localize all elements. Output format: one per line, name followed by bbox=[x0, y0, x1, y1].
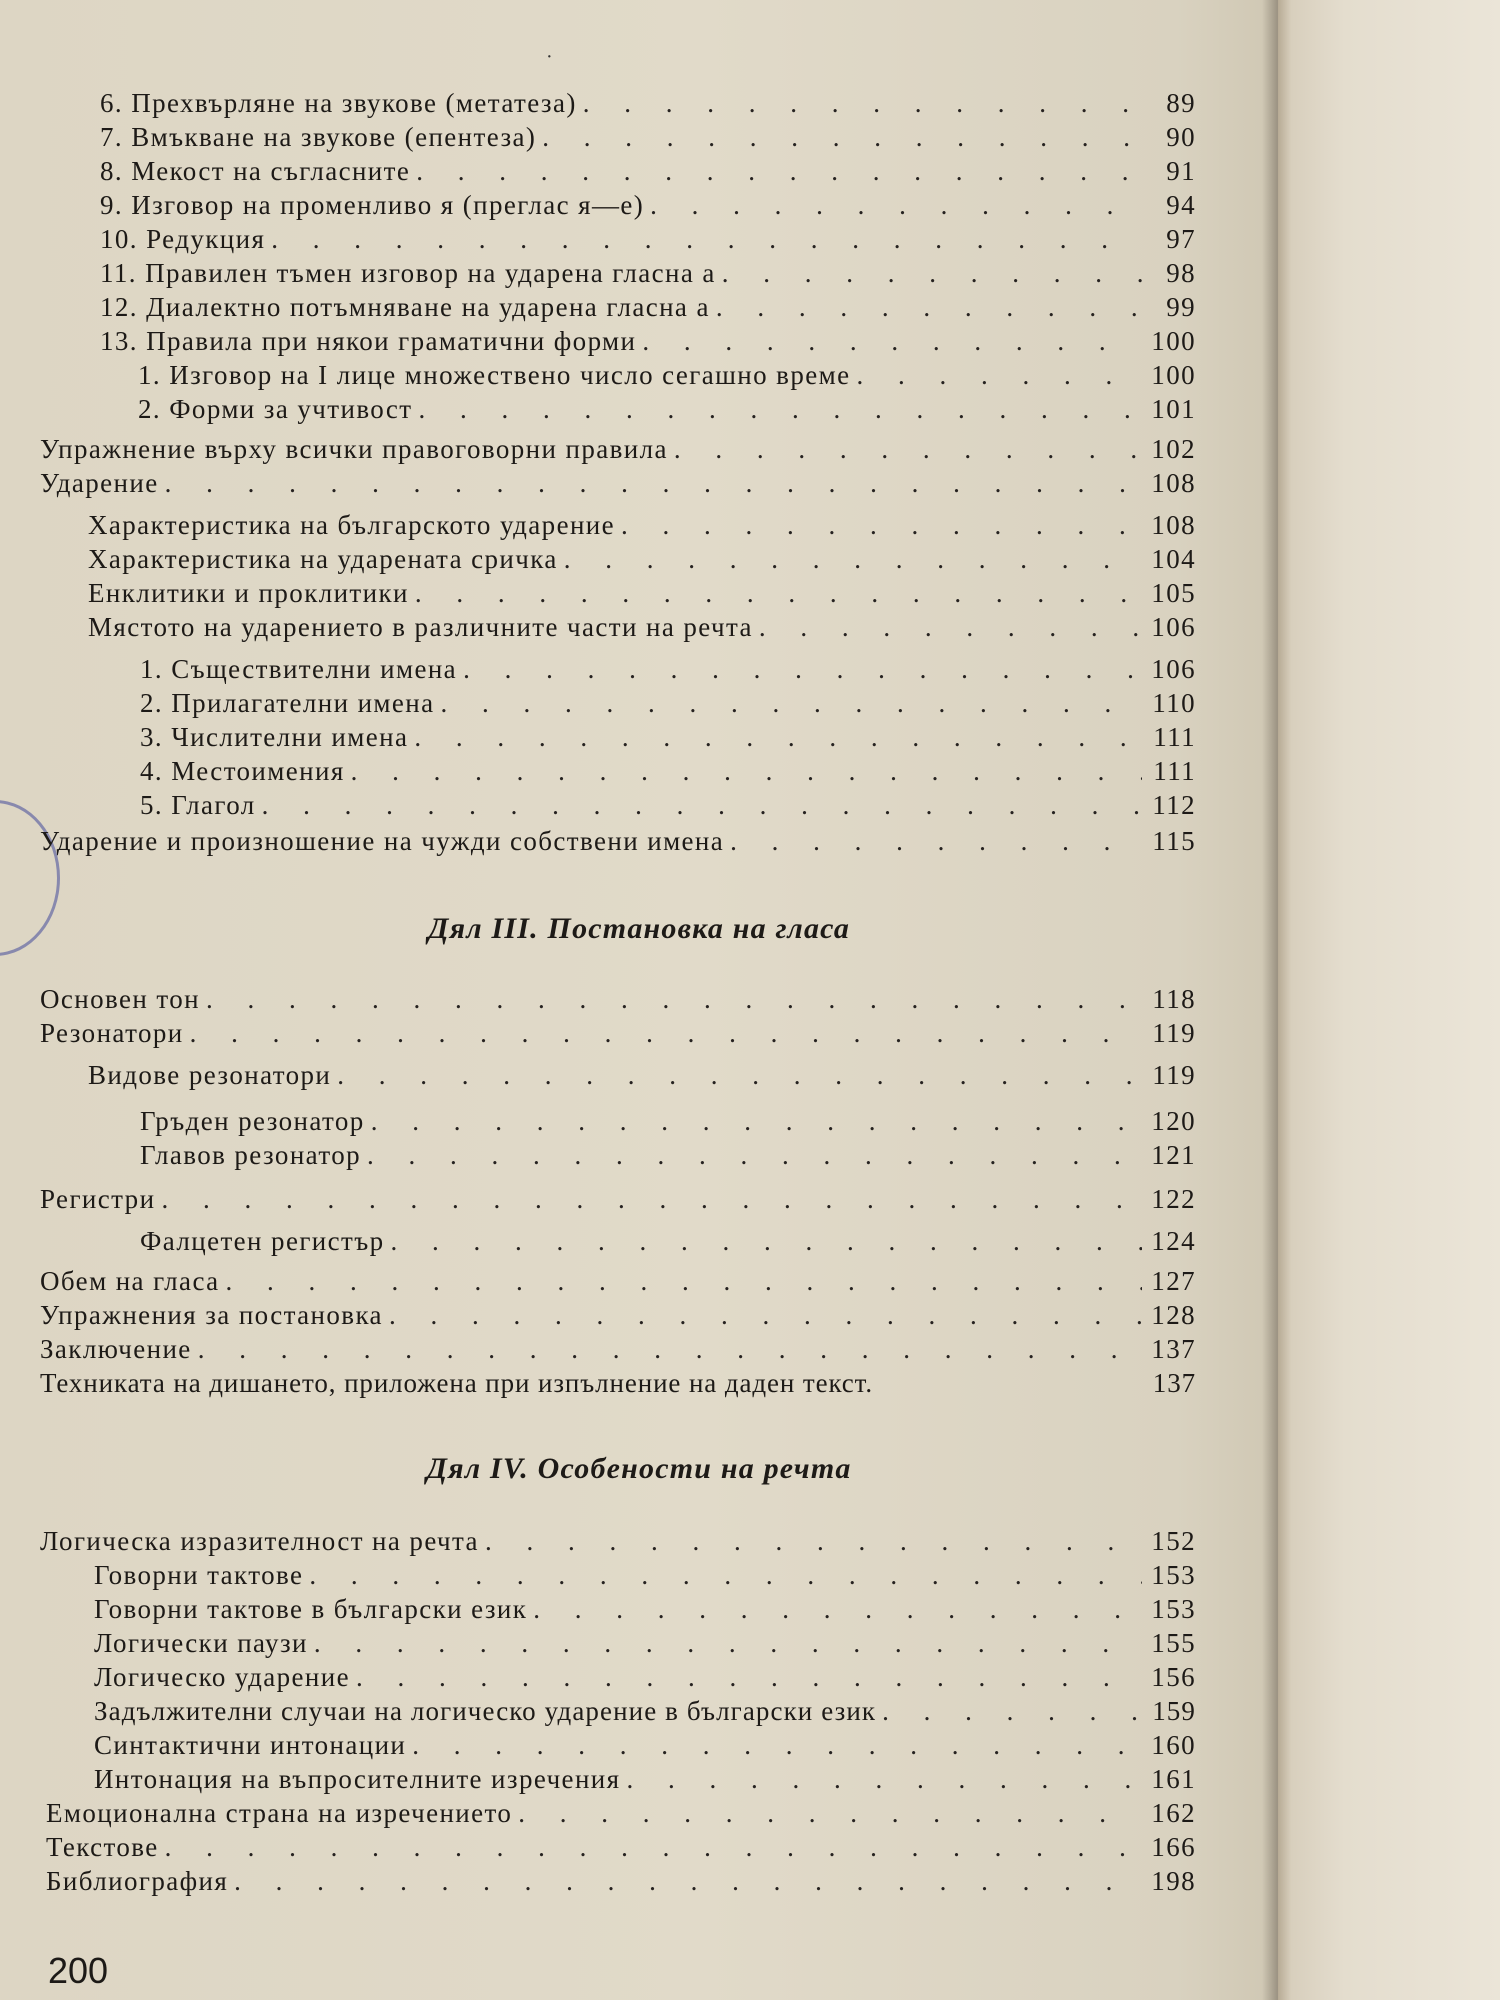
toc-entry-page: 111 bbox=[1153, 756, 1196, 786]
toc-entry-page: 122 bbox=[1151, 1184, 1196, 1214]
toc-entry-title: Характеристика на ударената сричка bbox=[88, 544, 558, 574]
section-heading: Дял III. Постановка на гласа bbox=[427, 912, 851, 945]
leader-dots bbox=[309, 1558, 1142, 1592]
toc-entry-title: Основен тон bbox=[40, 984, 200, 1014]
toc-entry-page: 166 bbox=[1151, 1832, 1196, 1862]
toc-entry-page: 99 bbox=[1166, 292, 1196, 322]
leader-dots bbox=[314, 1626, 1142, 1660]
leader-dots bbox=[391, 1224, 1143, 1258]
toc-entry-page: 110 bbox=[1152, 688, 1196, 718]
toc-entry-title: Текстове bbox=[46, 1832, 159, 1862]
leader-dots bbox=[351, 754, 1142, 788]
toc-entry-title: Мястото на ударението в различните части на речта bbox=[88, 612, 753, 642]
toc-subentry bbox=[88, 1058, 1196, 1092]
toc-entry-title: 9. Изговор на променливо я (преглас я—е) bbox=[100, 190, 645, 220]
leader-dots bbox=[518, 1796, 1142, 1830]
toc-entry-title: 4. Местоимения bbox=[140, 756, 345, 786]
toc-entry bbox=[40, 982, 1196, 1016]
leader-dots bbox=[356, 1660, 1142, 1694]
toc-entry-title: 5. Глагол bbox=[140, 790, 256, 820]
toc-entry bbox=[40, 1366, 1196, 1400]
toc-entry-page: 152 bbox=[1151, 1526, 1196, 1556]
leader-dots bbox=[650, 188, 1142, 222]
toc-entry-page: 97 bbox=[1166, 224, 1196, 254]
leader-dots bbox=[533, 1592, 1142, 1626]
leader-dots bbox=[416, 154, 1142, 188]
toc-subentry bbox=[140, 686, 1196, 720]
toc-entry-title: Фалцетен регистър bbox=[140, 1226, 385, 1256]
toc-entry-page: 160 bbox=[1151, 1730, 1196, 1760]
leader-dots bbox=[337, 1058, 1142, 1092]
leader-dots bbox=[415, 576, 1142, 610]
toc-entry-page: 90 bbox=[1166, 122, 1196, 152]
toc-entry-page: 137 bbox=[1151, 1334, 1196, 1364]
leader-dots bbox=[414, 720, 1142, 754]
toc-entry-page: 121 bbox=[1151, 1140, 1196, 1170]
toc-entry-title: Енклитики и проклитики bbox=[88, 578, 409, 608]
toc-entry-title: Логическа изразителност на речта bbox=[40, 1526, 479, 1556]
toc-entry-page: 198 bbox=[1151, 1866, 1196, 1896]
toc-entry-title: 12. Диалектно потъмняване на ударена гласна а bbox=[100, 292, 710, 322]
toc-entry bbox=[100, 256, 1196, 290]
toc-entry-title: 13. Правила при някои граматични форми bbox=[100, 326, 637, 356]
toc-entry-title: Видове резонатори bbox=[88, 1060, 332, 1090]
toc-entry-page: 119 bbox=[1152, 1018, 1196, 1048]
toc-entry-page: 105 bbox=[1151, 578, 1196, 608]
toc-entry bbox=[46, 1864, 1196, 1898]
toc-entry bbox=[40, 1182, 1196, 1216]
leader-dots bbox=[206, 982, 1142, 1016]
leader-dots bbox=[190, 1016, 1142, 1050]
toc-entry-title: Ударение и произношение на чужди собствени имена bbox=[40, 826, 725, 856]
leader-dots bbox=[262, 788, 1142, 822]
toc-subentry bbox=[88, 610, 1196, 644]
toc-entry-title: Ударение bbox=[40, 468, 159, 498]
toc-entry-page: 119 bbox=[1152, 1060, 1196, 1090]
leader-dots bbox=[759, 610, 1142, 644]
leader-dots bbox=[165, 1830, 1142, 1864]
toc-entry-title: Говорни тактове bbox=[94, 1560, 304, 1590]
toc-entry-page: 155 bbox=[1151, 1628, 1196, 1658]
toc-entry-page: 112 bbox=[1152, 790, 1196, 820]
toc-entry-page: 94 bbox=[1166, 190, 1196, 220]
toc-entry-page: 156 bbox=[1151, 1662, 1196, 1692]
leader-dots bbox=[730, 824, 1142, 858]
toc-subentry bbox=[94, 1762, 1196, 1796]
leader-dots bbox=[626, 1762, 1142, 1796]
toc-entry-title: Упражнения за постановка bbox=[40, 1300, 383, 1330]
toc-entry bbox=[40, 466, 1196, 500]
toc-entry-title: Обем на гласа bbox=[40, 1266, 220, 1296]
toc-entry-title: Главов резонатор bbox=[140, 1140, 361, 1170]
toc-entry-title: Библиография bbox=[46, 1866, 229, 1896]
leader-dots bbox=[856, 358, 1142, 392]
toc-subentry bbox=[94, 1626, 1196, 1660]
leader-dots bbox=[271, 222, 1142, 256]
toc-entry-title: 10. Редукция bbox=[100, 224, 266, 254]
leader-dots bbox=[165, 466, 1142, 500]
toc-entry-page: 108 bbox=[1151, 510, 1196, 540]
toc-subentry bbox=[94, 1558, 1196, 1592]
toc-subentry bbox=[88, 508, 1196, 542]
toc-entry-page: 128 bbox=[1151, 1300, 1196, 1330]
toc-subentry bbox=[140, 754, 1196, 788]
toc-entry-title: 1. Съществителни имена bbox=[140, 654, 458, 684]
leader-dots bbox=[463, 652, 1142, 686]
toc-entry-title: Логически паузи bbox=[94, 1628, 308, 1658]
section-heading: Дял IV. Особености на речта bbox=[426, 1452, 852, 1485]
leader-dots bbox=[621, 508, 1142, 542]
toc-entry-page: 106 bbox=[1151, 654, 1196, 684]
toc-entry-title: Техниката на дишането, приложена при изпълнение на даден текст. bbox=[40, 1368, 874, 1398]
toc-subentry bbox=[94, 1728, 1196, 1762]
toc-entry-page: 118 bbox=[1152, 984, 1196, 1014]
toc-entry-page: 106 bbox=[1151, 612, 1196, 642]
toc-subentry bbox=[140, 720, 1196, 754]
toc-entry bbox=[40, 1016, 1196, 1050]
leader-dots bbox=[583, 86, 1142, 120]
toc-entry bbox=[100, 86, 1196, 120]
page-number: 200 bbox=[48, 1950, 109, 1991]
toc-entry-page: 115 bbox=[1152, 826, 1196, 856]
toc-entry bbox=[100, 324, 1196, 358]
toc-entry-title: Заключение bbox=[40, 1334, 192, 1364]
toc-entry bbox=[40, 1524, 1196, 1558]
toc-entry bbox=[40, 1298, 1196, 1332]
leader-dots bbox=[441, 686, 1142, 720]
toc-entry bbox=[40, 824, 1196, 858]
toc-entry-title: Упражнение върху всички правоговорни правила bbox=[40, 434, 668, 464]
toc-entry-title: 1. Изговор на I лице множествено число сегашно време bbox=[138, 360, 851, 390]
top-mark: · bbox=[546, 46, 553, 68]
toc-entry-title: Емоционална страна на изречението bbox=[46, 1798, 513, 1828]
toc-entry-page: 100 bbox=[1151, 326, 1196, 356]
toc-entry-title: Говорни тактове в български език bbox=[94, 1594, 528, 1624]
toc-entry-title: 3. Числителни имена bbox=[140, 722, 409, 752]
leader-dots bbox=[234, 1864, 1142, 1898]
leader-dots bbox=[198, 1332, 1142, 1366]
toc-entry bbox=[100, 188, 1196, 222]
toc-entry-page: 101 bbox=[1151, 394, 1196, 424]
toc-entry-page: 153 bbox=[1151, 1560, 1196, 1590]
toc-subentry bbox=[140, 788, 1196, 822]
toc-entry-page: 108 bbox=[1151, 468, 1196, 498]
toc-entry-title: Гръден резонатор bbox=[140, 1106, 365, 1136]
toc-subentry bbox=[94, 1694, 1196, 1728]
toc-entry-title: 2. Прилагателни имена bbox=[140, 688, 435, 718]
leader-dots bbox=[367, 1138, 1142, 1172]
toc-entry-page: 111 bbox=[1153, 722, 1196, 752]
toc-entry-title: Задължителни случаи на логическо ударение в български език bbox=[94, 1696, 877, 1726]
leader-dots bbox=[371, 1104, 1142, 1138]
leader-dots bbox=[226, 1264, 1142, 1298]
toc-entry-title: 7. Вмъкване на звукове (епентеза) bbox=[100, 122, 537, 152]
toc-entry bbox=[40, 1332, 1196, 1366]
toc-entry-title: 6. Прехвърляне на звукове (метатеза) bbox=[100, 88, 577, 118]
toc-entry-title: 8. Мекост на съгласните bbox=[100, 156, 411, 186]
toc-entry-page: 100 bbox=[1151, 360, 1196, 390]
toc-entry-page: 161 bbox=[1151, 1764, 1196, 1794]
toc-subentry bbox=[138, 392, 1196, 426]
toc-entry-page: 137 bbox=[1152, 1368, 1196, 1398]
toc-entry-title: Синтактични интонации bbox=[94, 1730, 407, 1760]
toc-entry-title: Резонатори bbox=[40, 1018, 184, 1048]
toc-subentry bbox=[140, 1104, 1196, 1138]
toc-entry bbox=[100, 154, 1196, 188]
toc-entry-page: 127 bbox=[1151, 1266, 1196, 1296]
toc-entry-page: 102 bbox=[1151, 434, 1196, 464]
toc-entry-title: Интонация на въпросителните изречения bbox=[94, 1764, 621, 1794]
toc-entry-page: 98 bbox=[1166, 258, 1196, 288]
toc-entry bbox=[40, 432, 1196, 466]
toc-entry-page: 153 bbox=[1151, 1594, 1196, 1624]
toc-entry-title: 11. Правилен тъмен изговор на ударена гласна а bbox=[100, 258, 716, 288]
toc-subentry bbox=[94, 1592, 1196, 1626]
leader-dots bbox=[542, 120, 1142, 154]
toc-entry bbox=[46, 1796, 1196, 1830]
toc-entry bbox=[40, 1264, 1196, 1298]
toc-entry bbox=[100, 120, 1196, 154]
opposite-page-edge bbox=[1278, 0, 1500, 2000]
toc-entry-page: 91 bbox=[1166, 156, 1196, 186]
leader-dots bbox=[412, 1728, 1142, 1762]
leader-dots bbox=[642, 324, 1142, 358]
toc-entry-title: Регистри bbox=[40, 1184, 156, 1214]
leader-dots bbox=[389, 1298, 1142, 1332]
toc-entry-page: 159 bbox=[1152, 1696, 1196, 1726]
toc-subentry bbox=[88, 576, 1196, 610]
toc-entry-page: 162 bbox=[1151, 1798, 1196, 1828]
toc-entry-page: 124 bbox=[1151, 1226, 1196, 1256]
toc-entry bbox=[100, 222, 1196, 256]
toc-subentry bbox=[140, 1138, 1196, 1172]
toc-entry bbox=[46, 1830, 1196, 1864]
leader-dots bbox=[716, 290, 1142, 324]
leader-dots bbox=[882, 1694, 1142, 1728]
toc-entry-title: 2. Форми за учтивост bbox=[138, 394, 413, 424]
toc-entry-title: Характеристика на българското ударение bbox=[88, 510, 616, 540]
toc-subentry bbox=[140, 1224, 1196, 1258]
leader-dots bbox=[722, 256, 1142, 290]
leader-dots bbox=[564, 542, 1142, 576]
toc-entry-page: 89 bbox=[1166, 88, 1196, 118]
toc-entry-page: 120 bbox=[1151, 1106, 1196, 1136]
toc-subentry bbox=[138, 358, 1196, 392]
leader-dots bbox=[485, 1524, 1142, 1558]
toc-subentry bbox=[94, 1660, 1196, 1694]
toc-entry-page: 104 bbox=[1151, 544, 1196, 574]
toc-subentry bbox=[140, 652, 1196, 686]
leader-dots bbox=[418, 392, 1142, 426]
leader-dots bbox=[161, 1182, 1142, 1216]
toc-subentry bbox=[88, 542, 1196, 576]
toc-entry bbox=[100, 290, 1196, 324]
toc-entry-title: Логическо ударение bbox=[94, 1662, 350, 1692]
leader-dots bbox=[674, 432, 1142, 466]
